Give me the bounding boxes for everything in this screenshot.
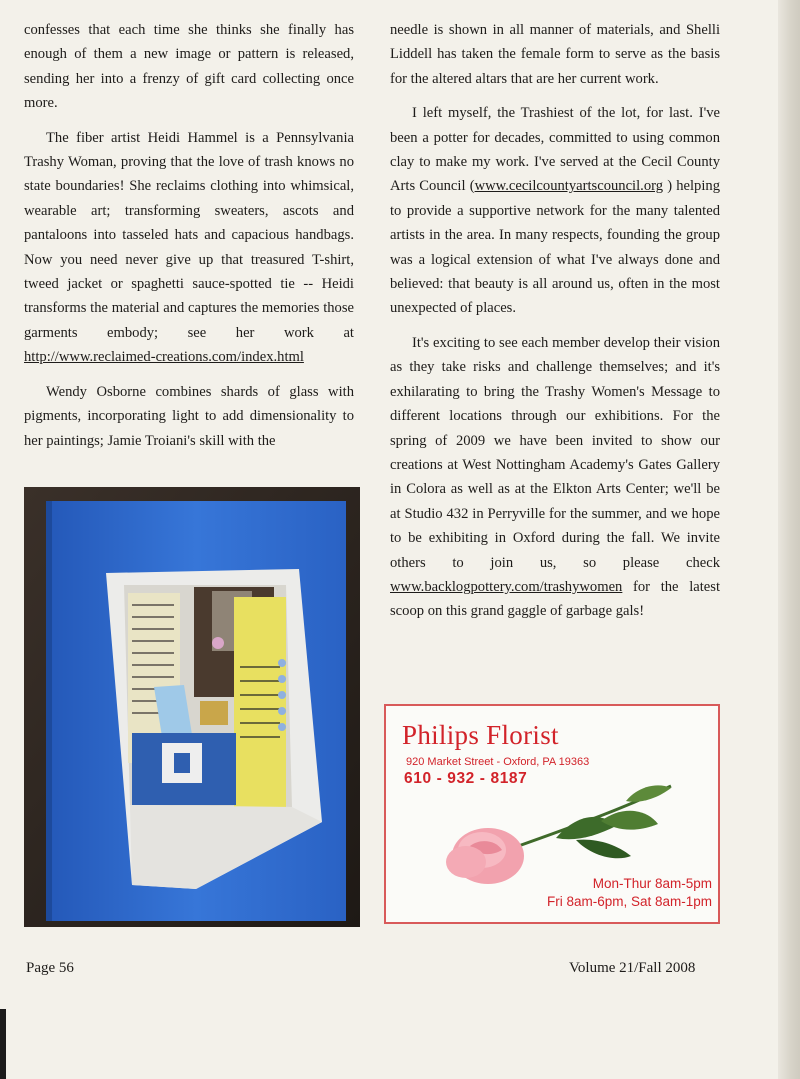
cecil-arts-link[interactable]: www.cecilcountyartscouncil.org [474, 178, 664, 195]
page-number: Page 56 [26, 960, 74, 976]
heidi-text: The fiber artist Heidi Hammel is a Pennsylvania Trashy Woman, proving that the love of trash knows no state boundaries! She reclaims clothing into whimsical, wearable art; transforming sweaters, ascots and pantaloons into tasseled hats and capacious handbags. Now you need never give up that treasured T-shirt, tweed jacket or spaghetti sauce-spotted tie -- Heidi transforms the material and captures the memories those garments embody; see her work at [24, 129, 354, 341]
potter-text-a: I left myself, the Trashiest of the lot, for last. I've been a potter for decades, committed to using common clay to make my work. I've served at the Cecil County Arts Council ( [390, 105, 720, 195]
issue-label: Volume 21/Fall 2008 [569, 960, 696, 976]
florist-address: 920 Market Street - Oxford, PA 19363 [406, 756, 590, 768]
right-paragraph-1: needle is shown in all manner of materials, and Shelli Liddell has taken the female form to serve as the basis for the altered altars that are her current work. [390, 22, 720, 87]
florist-hours-weekend: Fri 8am-6pm, Sat 8am-1pm [546, 894, 712, 909]
exhibit-text-b: for the latest scoop on this grand gaggle of garbage gals! [390, 578, 720, 620]
exhibit-text-a: It's exciting to see each member develop their vision as they take risks and challenge themselves; and it's exhilarating to bring the Trashy Women's Message to different locations through our exhibitions. For the spring of 2009 we have been invited to show our creations at West Nottingham Academy's Gates Gallery in Colora as well as at the Elkton Arts Center; we'll be at Studio 432 in Perryville for the summer, and we hope to be exhibiting in Oxford during the fall. We invite others to join us, so please check [390, 334, 720, 571]
florist-hours-weekday: Mon-Thur 8am-5pm [592, 876, 712, 891]
artwork-photo [24, 487, 360, 927]
scan-edge [0, 1009, 6, 1079]
left-column [24, 18, 354, 463]
left-paragraph-2 [24, 126, 354, 370]
page-edge [778, 0, 800, 1079]
reclaimed-creations-link[interactable]: http://www.reclaimed-creations.com/index.html [24, 349, 304, 366]
right-paragraph-3 [390, 331, 720, 624]
florist-phone: 610 - 932 - 8187 [404, 770, 528, 787]
florist-ad [384, 704, 720, 924]
right-paragraph-2 [390, 101, 720, 321]
potter-text-b: ) helping to provide a supportive network for the many talented artists in the area. In many respects, founding the group was a logical extension of what I've always done and believed: that beauty is all around us, often in the most unexpected of places. [390, 178, 720, 317]
altered-book-image [24, 487, 360, 927]
right-column [390, 18, 720, 634]
left-paragraph-3: Wendy Osborne combines shards of glass with pigments, incorporating light to add dimensionality to her paintings; Jamie Troiani's skill with the [24, 383, 354, 449]
florist-name: Philips Florist [402, 720, 559, 750]
left-paragraph-1: confesses that each time she thinks she finally has enough of them a new image or pattern is released, sending her into a frenzy of gift card collecting once more. [24, 22, 354, 112]
backlog-pottery-link[interactable]: www.backlogpottery.com/trashywomen [390, 578, 623, 595]
